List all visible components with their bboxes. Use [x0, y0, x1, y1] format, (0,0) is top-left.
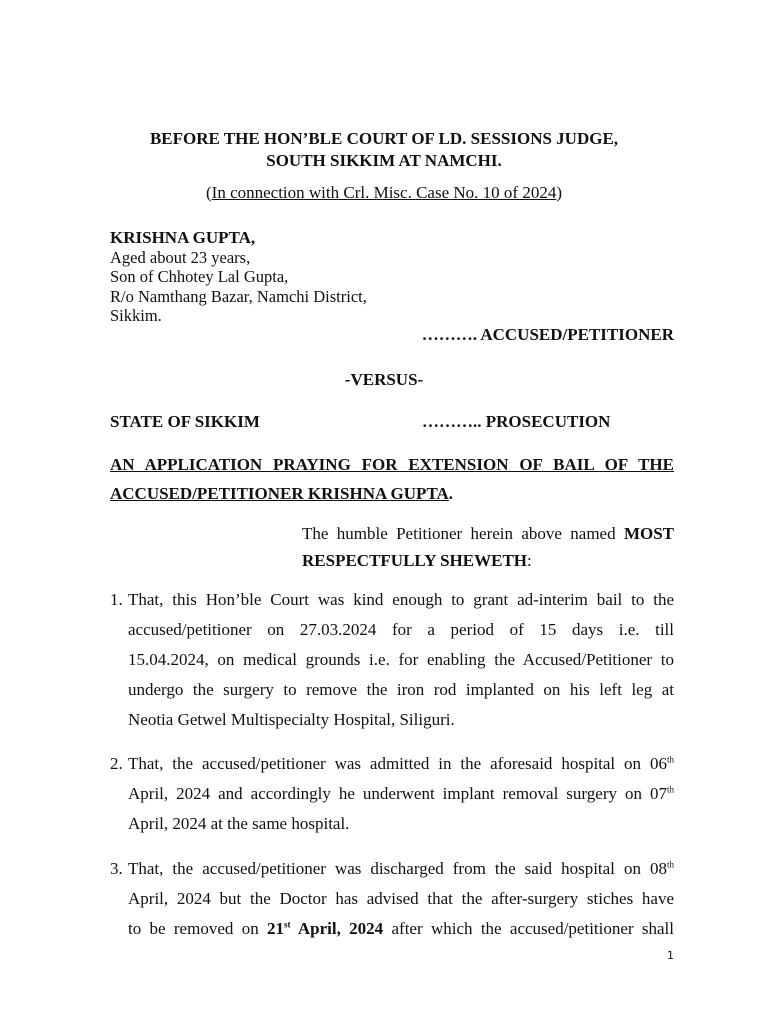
date-bold-rest: April, 2024: [290, 919, 384, 938]
court-heading-line1: BEFORE THE HON’BLE COURT OF LD. SESSIONS JUDGE,: [149, 129, 619, 148]
accused-name: KRISHNA GUPTA,: [110, 228, 256, 247]
paragraph-line: [128, 779, 674, 809]
connection-open: (: [205, 183, 212, 202]
court-heading-line2: SOUTH SIKKIM AT NAMCHI.: [266, 151, 502, 170]
application-title-line2-end: .: [448, 484, 454, 503]
paragraph-text: That, the accused/petitioner was discharged from the said hospital on 08: [128, 859, 667, 878]
paragraph-text: That, the accused/petitioner was admitted in the aforesaid hospital on 06: [128, 754, 667, 773]
intro-line1-text: The humble Petitioner herein above named: [302, 524, 624, 543]
ordinal-suffix: th: [666, 754, 674, 765]
accused-detail-line: Aged about 23 years,: [110, 248, 251, 267]
accused-detail-line: Sikkim.: [110, 306, 162, 325]
paragraph-line: [128, 854, 674, 884]
paragraph-line: [128, 749, 674, 779]
paragraph-text: after which the accused/petitioner shall: [383, 919, 674, 938]
application-title-line1: AN APPLICATION PRAYING FOR EXTENSION OF BAIL OF THE: [110, 455, 674, 474]
paragraph-text: to be removed on: [128, 919, 268, 938]
paragraph-text: April, 2024 and accordingly he underwent implant removal surgery on 07: [128, 784, 667, 803]
intro-line1: [302, 524, 674, 544]
accused-detail-line: Son of Chhotey Lal Gupta,: [110, 267, 289, 286]
paragraph-line: April, 2024 but the Doctor has advised that the after-surgery stiches have: [128, 889, 674, 908]
connection-case-text: In connection with Crl. Misc. Case No. 10 of 2024: [211, 183, 557, 202]
paragraph-line: undergo the surgery to remove the iron rod implanted on his left leg at: [128, 680, 674, 699]
intro-line2: [302, 551, 532, 571]
ordinal-suffix: st: [284, 919, 291, 930]
paragraph-number: 2.: [110, 754, 123, 773]
ordinal-suffix: th: [666, 784, 674, 795]
page-number: 1: [667, 949, 674, 962]
application-title-line2: [110, 484, 453, 504]
paragraph-line: April, 2024 at the same hospital.: [128, 814, 350, 833]
connection-line: [0, 183, 768, 203]
paragraph-line: Neotia Getwel Multispecialty Hospital, Siliguri.: [128, 710, 455, 729]
paragraph-line: accused/petitioner on 27.03.2024 for a period of 15 days i.e. till: [128, 620, 674, 639]
paragraph-line: [128, 914, 674, 944]
paragraph-line: 15.04.2024, on medical grounds i.e. for enabling the Accused/Petitioner to: [128, 650, 674, 669]
paragraph-number: 3.: [110, 859, 123, 878]
accused-detail-line: R/o Namthang Bazar, Namchi District,: [110, 287, 367, 306]
accused-role: ………. ACCUSED/PETITIONER: [421, 325, 674, 344]
respondent-name: STATE OF SIKKIM: [110, 412, 260, 431]
application-title-line2-text: ACCUSED/PETITIONER KRISHNA GUPTA: [110, 484, 449, 503]
intro-line2-end: :: [527, 551, 532, 570]
connection-close: ): [556, 183, 563, 202]
intro-line1-bold: MOST: [623, 524, 674, 543]
date-bold-day: 21: [267, 919, 285, 938]
ordinal-suffix: th: [666, 859, 674, 870]
paragraph-number: 1.: [110, 590, 123, 609]
respondent-role: ……….. PROSECUTION: [422, 412, 611, 431]
versus-label: -VERSUS-: [344, 370, 424, 389]
intro-line2-bold: RESPECTFULLY SHEWETH: [302, 551, 528, 570]
paragraph-line: That, this Hon’ble Court was kind enough to grant ad-interim bail to the: [128, 590, 674, 609]
